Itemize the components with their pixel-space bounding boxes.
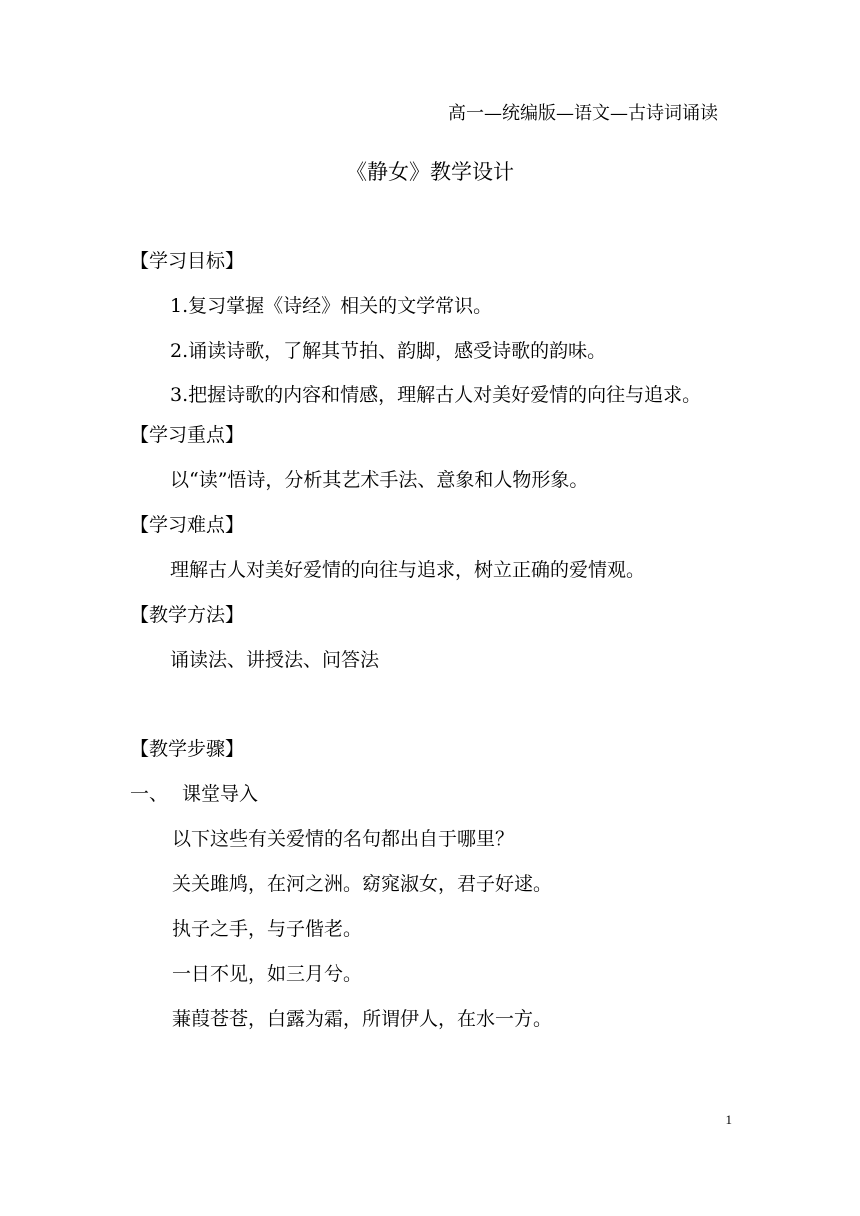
objective-item-3-text: 3.把握诗歌的内容和情感，理解古人对美好爱情的向往与追求。: [170, 384, 702, 406]
objective-item-3: [130, 373, 712, 418]
quote-line-2: 执子之手，与子偕老。: [172, 918, 363, 940]
key-points-heading: 【学习重点】: [130, 424, 245, 446]
spacer: [130, 688, 712, 732]
intro-question: 以下这些有关爱情的名句都出自于哪里？: [172, 828, 515, 850]
page-header: 高一—统编版—语文—古诗词诵读: [448, 103, 718, 124]
quote-line-3: 一日不见，如三月兮。: [172, 963, 363, 985]
quote-line-1: 关关雎鸠，在河之洲。窈窕淑女，君子好逑。: [172, 873, 553, 895]
objectives-heading: 【学习目标】: [130, 250, 245, 272]
document-title: 《静女》教学设计: [346, 160, 514, 184]
difficulties-text: 理解古人对美好爱情的向往与追求，树立正确的爱情观。: [170, 559, 646, 581]
key-points-text: 以“读”悟诗，分析其艺术手法、意象和人物形象。: [170, 469, 589, 491]
objective-item-1: 1.复习掌握《诗经》相关的文学常识。: [170, 295, 493, 317]
page-number: 1: [725, 1112, 732, 1127]
step-section-1-number: 一、: [130, 783, 169, 805]
document-body: [130, 244, 712, 1047]
methods-text: 诵读法、讲授法、问答法: [170, 649, 380, 671]
steps-heading: 【教学步骤】: [130, 738, 245, 760]
methods-heading: 【教学方法】: [130, 604, 245, 626]
difficulties-heading: 【学习难点】: [130, 514, 245, 536]
objective-item-2: 2.诵读诗歌，了解其节拍、韵脚，感受诗歌的韵味。: [170, 340, 607, 362]
quote-line-4: 蒹葭苍苍，白露为霜，所谓伊人，在水一方。: [172, 1008, 553, 1030]
step-section-1: [130, 777, 712, 822]
step-section-1-title: 课堂导入: [182, 783, 259, 805]
